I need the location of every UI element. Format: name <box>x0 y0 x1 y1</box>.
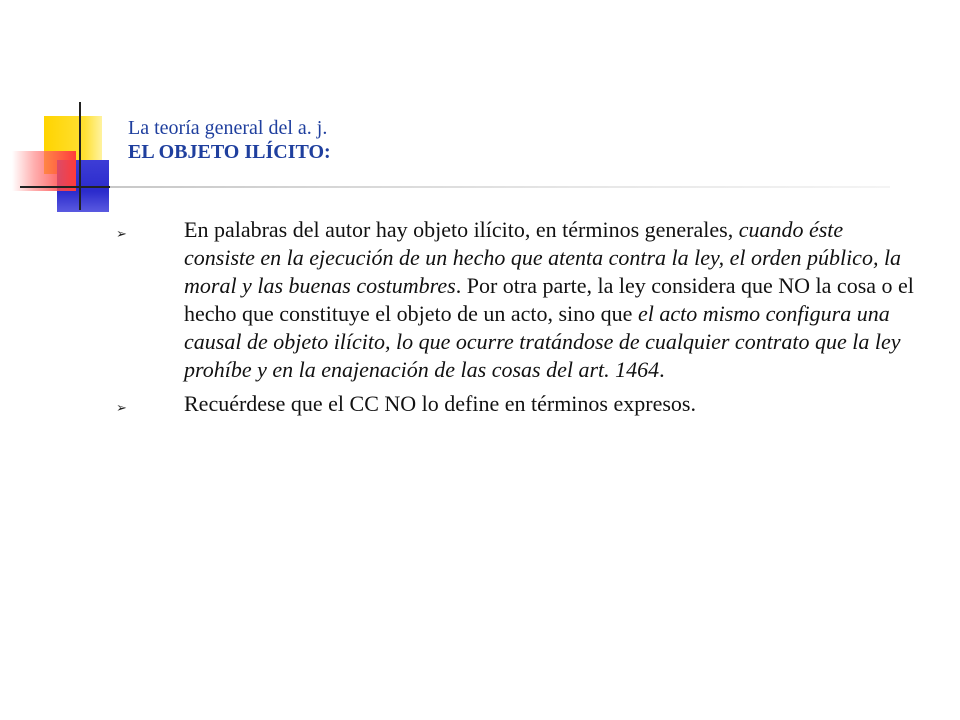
bullet-text-2 <box>184 390 916 422</box>
decor-vertical-line <box>79 102 81 210</box>
arrowhead-bullet-icon: ➢ <box>116 226 127 241</box>
title-line-1: La teoría general del a. j. <box>128 117 328 139</box>
text-segment: En palabras del autor hay objeto ilícito, en términos generales, <box>184 217 739 242</box>
bullet-text-1 <box>184 216 916 384</box>
text-segment-italic: cuando éste consiste en la ejecución de un hecho que atenta contra la ley, el orden público, la moral y las buenas costumbres <box>184 217 902 298</box>
slide-title <box>128 116 331 164</box>
text-segment: . <box>659 357 665 382</box>
decor-horizontal-line <box>20 186 110 188</box>
bullet-item-1 <box>116 216 916 384</box>
text-segment: . Por otra parte, la ley considera que NO la cosa o el hecho que constituye el objeto de un acto, sino que <box>184 273 914 326</box>
bullet-item-2 <box>116 390 916 422</box>
decor-red-square <box>12 151 76 191</box>
title-line-2: EL OBJETO ILÍCITO: <box>128 141 331 163</box>
text-segment: Recuérdese que el CC NO lo define en términos expresos. <box>184 391 696 416</box>
arrowhead-bullet-icon: ➢ <box>116 400 127 415</box>
text-segment-italic: el acto mismo configura una causal de objeto ilícito, lo que ocurre tratándose de cualquier contrato que la ley prohíbe y en la enajenación de las cosas del art. 1464 <box>184 301 901 382</box>
title-underline <box>110 186 890 188</box>
slide-body <box>116 216 916 422</box>
